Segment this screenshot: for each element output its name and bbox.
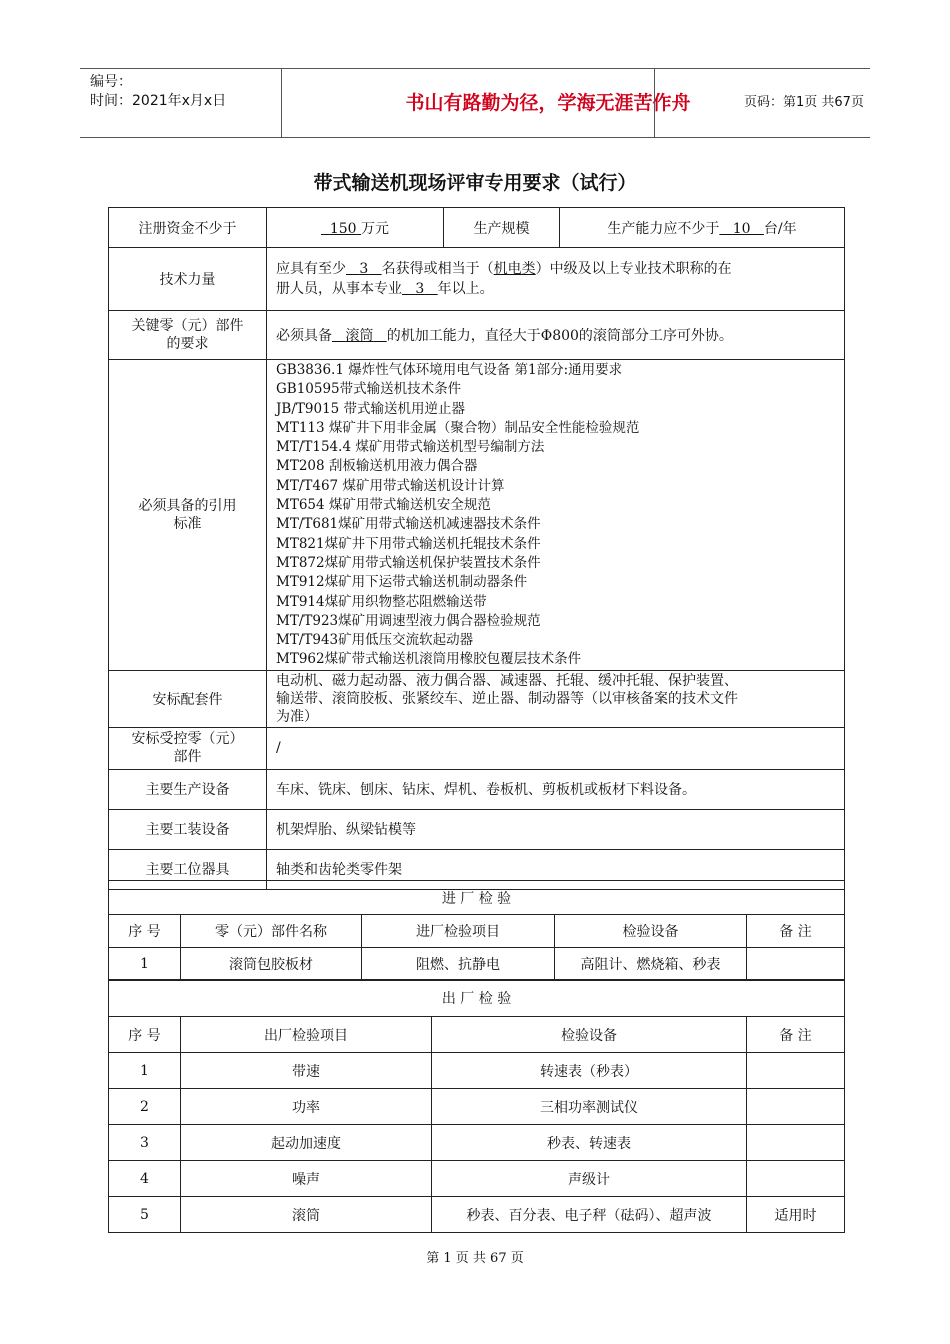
table-cell: 5 bbox=[109, 1197, 181, 1233]
table-cell: 滚筒 bbox=[181, 1197, 432, 1233]
capacity-unit: 台/年 bbox=[763, 220, 797, 237]
standard-item: MT912煤矿用下运带式输送机制动器条件 bbox=[276, 574, 528, 591]
table-cell: 2 bbox=[109, 1089, 181, 1125]
standard-item: MT/T923煤矿用调速型液力偶合器检验规范 bbox=[276, 612, 541, 629]
column-header: 零（元）部件名称 bbox=[181, 915, 362, 948]
standards-row bbox=[109, 360, 845, 671]
column-header: 出厂检验项目 bbox=[181, 1017, 432, 1053]
tooling-equipment-label: 主要工装设备 bbox=[109, 809, 267, 849]
table-cell: 起动加速度 bbox=[181, 1125, 432, 1161]
column-header: 备 注 bbox=[747, 1017, 845, 1053]
standard-item: MT208 刮板输送机用液力偶合器 bbox=[276, 458, 478, 475]
table-cell: 三相功率测试仪 bbox=[432, 1089, 747, 1125]
column-header: 序 号 bbox=[109, 1017, 181, 1053]
station-equipment-label: 主要工位器具 bbox=[109, 849, 267, 889]
table-row bbox=[109, 1161, 845, 1197]
standard-item: MT914煤矿用织物整芯阻燃输送带 bbox=[276, 593, 487, 610]
incoming-inspection-table bbox=[108, 880, 845, 981]
page-title: 带式输送机现场评审专用要求（试行） bbox=[313, 172, 637, 194]
standard-item: MT113 煤矿井下用非金属（聚合物）制品安全性能检验规范 bbox=[276, 419, 640, 436]
station-equipment-value: 轴类和齿轮类零件架 bbox=[267, 849, 845, 889]
capital-label: 注册资金不少于 bbox=[109, 208, 267, 248]
outgoing-header-row bbox=[109, 1017, 845, 1053]
production-equipment-label: 主要生产设备 bbox=[109, 769, 267, 809]
table-cell: 阻燃、抗静电 bbox=[362, 948, 555, 981]
standards-label: 必须具备的引用 标准 bbox=[109, 360, 267, 671]
capital-value-cell bbox=[267, 208, 444, 248]
capacity-prefix: 生产能力应不少于 bbox=[607, 220, 720, 237]
standard-item: JB/T9015 带式输送机用逆止器 bbox=[276, 400, 466, 417]
table-cell: 功率 bbox=[181, 1089, 432, 1125]
table-cell: 1 bbox=[109, 1053, 181, 1089]
incoming-section-title: 进 厂 检 验 bbox=[109, 881, 845, 915]
table-row bbox=[109, 1053, 845, 1089]
standard-item: MT962煤矿带式输送机滚筒用橡胶包覆层技术条件 bbox=[276, 651, 582, 668]
tech-label: 技术力量 bbox=[109, 248, 267, 311]
column-header: 进厂检验项目 bbox=[362, 915, 555, 948]
safety-controlled-label: 安标受控零（元） 部件 bbox=[109, 727, 267, 769]
table-cell: 转速表（秒表） bbox=[432, 1053, 747, 1089]
table-cell bbox=[747, 1161, 845, 1197]
incoming-section-row bbox=[109, 881, 845, 915]
table-row bbox=[109, 1197, 845, 1233]
header-divider bbox=[654, 69, 655, 137]
standard-item: MT654 煤矿用带式输送机安全规范 bbox=[276, 497, 491, 514]
key-parts-value: 必须具备 滚筒 的机加工能力，直径大于Φ800的滚筒部分工序可外协。 bbox=[267, 311, 845, 360]
page-header bbox=[80, 68, 870, 138]
safety-controlled-row bbox=[109, 727, 845, 769]
header-divider bbox=[281, 69, 282, 137]
capacity-cell bbox=[560, 208, 845, 248]
serial-label: 编号： bbox=[90, 74, 132, 90]
standard-item: MT/T154.4 煤矿用带式输送机型号编制方法 bbox=[276, 439, 545, 456]
table-cell: 秒表、转速表 bbox=[432, 1125, 747, 1161]
table-cell bbox=[747, 1125, 845, 1161]
table-cell: 4 bbox=[109, 1161, 181, 1197]
tech-value: 应具有至少 3 名获得或相当于（机电类）中级及以上专业技术职称的在 册人员，从事本专业 3 年以上。 bbox=[267, 248, 845, 311]
production-equipment-value: 车床、铣床、刨床、钻床、焊机、卷板机、剪板机或板材下料设备。 bbox=[267, 769, 845, 809]
capital-unit: 万元 bbox=[361, 220, 390, 237]
standard-item: MT/T467 煤矿用带式输送机设计计算 bbox=[276, 477, 505, 494]
requirements-table bbox=[108, 207, 845, 890]
column-header: 序 号 bbox=[109, 915, 181, 948]
scale-label: 生产规模 bbox=[444, 208, 560, 248]
table-cell: 适用时 bbox=[747, 1197, 845, 1233]
incoming-header-row bbox=[109, 915, 845, 948]
table-cell: 滚筒包胶板材 bbox=[181, 948, 362, 981]
production-equipment-row bbox=[109, 769, 845, 809]
standards-list bbox=[267, 360, 845, 671]
standard-item: GB3836.1 爆炸性气体环境用电气设备 第1部分:通用要求 bbox=[276, 362, 623, 378]
table-cell bbox=[747, 1089, 845, 1125]
table-cell: 高阻计、燃烧箱、秒表 bbox=[555, 948, 747, 981]
outgoing-section-title: 出 厂 检 验 bbox=[109, 980, 845, 1017]
tooling-equipment-row bbox=[109, 809, 845, 849]
table-cell: 声级计 bbox=[432, 1161, 747, 1197]
tooling-equipment-value: 机架焊胎、纵梁钻模等 bbox=[267, 809, 845, 849]
capacity-value: 10 bbox=[732, 220, 751, 237]
table-cell: 3 bbox=[109, 1125, 181, 1161]
safety-controlled-value: / bbox=[267, 727, 845, 769]
table-cell: 噪声 bbox=[181, 1161, 432, 1197]
column-header: 检验设备 bbox=[432, 1017, 747, 1053]
safety-kit-label: 安标配套件 bbox=[109, 670, 267, 727]
tech-row bbox=[109, 248, 845, 311]
header-meta bbox=[90, 73, 280, 111]
page-footer: 第 1 页 共 67 页 bbox=[426, 1251, 524, 1266]
standard-item: MT/T943矿用低压交流软起动器 bbox=[276, 632, 474, 649]
outgoing-inspection-table bbox=[108, 979, 845, 1233]
table-row bbox=[109, 1089, 845, 1125]
key-parts-row bbox=[109, 311, 845, 360]
capital-value: 150 bbox=[329, 220, 357, 237]
standard-item: GB10595带式输送机技术条件 bbox=[276, 381, 462, 398]
safety-kit-row bbox=[109, 670, 845, 727]
header-page-info: 页码：第1页 共67页 bbox=[744, 95, 864, 110]
table-cell bbox=[747, 948, 845, 981]
standard-item: MT872煤矿用带式输送机保护装置技术条件 bbox=[276, 554, 541, 571]
table-row bbox=[109, 1125, 845, 1161]
time-label: 时间：2021年x月x日 bbox=[90, 93, 227, 109]
standard-item: MT/T681煤矿用带式输送机减速器技术条件 bbox=[276, 516, 541, 533]
standard-item: MT821煤矿井下用带式输送机托辊技术条件 bbox=[276, 535, 541, 552]
key-parts-label: 关键零（元）部件 的要求 bbox=[109, 311, 267, 360]
safety-kit-value: 电动机、磁力起动器、液力偶合器、减速器、托辊、缓冲托辊、保护装置、 输送带、滚筒胶板、张紧绞车、逆止器、制动器等（以审核备案的技术文件 为准） bbox=[267, 670, 845, 727]
table-cell bbox=[747, 1053, 845, 1089]
header-motto: 书山有路勤为径，学海无涯苦作舟 bbox=[405, 92, 691, 114]
table-cell: 秒表、百分表、电子秤（砝码）、超声波 bbox=[432, 1197, 747, 1233]
table-cell: 1 bbox=[109, 948, 181, 981]
capital-row bbox=[109, 208, 845, 248]
column-header: 检验设备 bbox=[555, 915, 747, 948]
column-header: 备 注 bbox=[747, 915, 845, 948]
table-cell: 带速 bbox=[181, 1053, 432, 1089]
table-row bbox=[109, 948, 845, 981]
outgoing-section-row bbox=[109, 980, 845, 1017]
